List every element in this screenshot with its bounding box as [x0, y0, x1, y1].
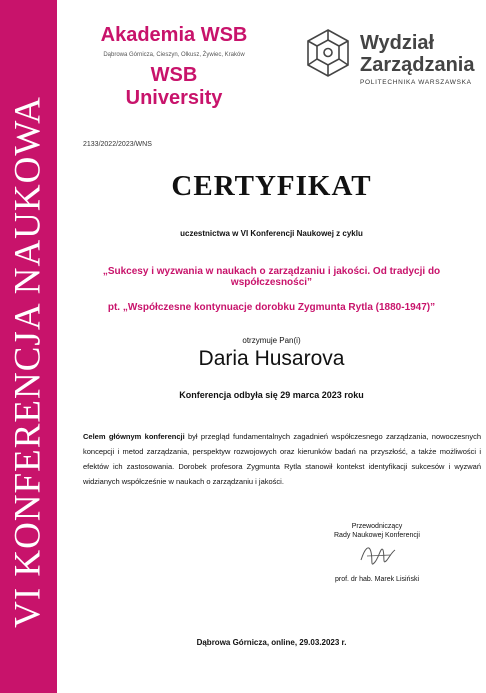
wz-name-line1: Wydział — [360, 32, 435, 54]
conference-subtopic: pt. „Współczesne kontynuacje dorobku Zygmunta Rytla (1880-1947)” — [107, 302, 436, 313]
place-date: Dąbrowa Górnicza, online, 29.03.2023 r. — [196, 638, 347, 647]
conference-date: Konferencja odbyła się 29 marca 2023 roku — [179, 390, 364, 400]
wsb-cities: Dąbrowa Górnicza, Cieszyn, Olkusz, Żywiec, Kraków — [103, 52, 245, 58]
document-number: 2133/2022/2023/WNS — [83, 141, 152, 148]
recipient-name: Daria Husarova — [198, 347, 345, 370]
conference-vertical-title: VI KONFERENCJA NAUKOWA — [7, 96, 49, 628]
sidebar-band — [0, 0, 57, 693]
receives-label: otrzymuje Pan(i) — [242, 336, 301, 345]
handwritten-signature — [357, 538, 399, 572]
wz-name — [360, 32, 474, 76]
conference-topic-line1: „Sukcesy i wyzwania w naukach o zarządzaniu i jakości. Od tradycji do — [102, 266, 441, 277]
certificate-subtitle: uczestnictwa w VI Konferencji Naukowej z cyklu — [180, 229, 363, 238]
signatory-role-line2: Rady Naukowej Konferencji — [334, 532, 420, 539]
wz-university: POLITECHNIKA WARSZAWSKA — [360, 79, 472, 86]
conference-topic — [57, 266, 486, 288]
signatory-role-line1: Przewodniczący — [351, 523, 403, 530]
signatory-name: prof. dr hab. Marek Lisiński — [334, 576, 420, 583]
goal-text: był przegląd fundamentalnych zagadnień współczesnego zarządzania, nowoczesnych koncepcji i metod zarządzania, perspektyw rozwojowych oraz kierunków badań na przyszłość, a także możliwości i efektów ich zastosowania. Dorobek profesora Zygmunta Rytla stanowił kontekst identyfikacji sukcesów i wyzwań widzianych współcześnie w naukach o zarządzaniu i jakości. — [83, 432, 481, 486]
wsb-name: Akademia WSB — [100, 24, 248, 46]
goal-paragraph — [83, 429, 481, 489]
hexagon-emblem-icon — [304, 28, 352, 80]
wz-name-line2: Zarządzania — [360, 54, 475, 76]
goal-heading: Celem głównym konferencji — [83, 432, 185, 441]
wsb-english-name: WSB University — [125, 64, 223, 109]
conference-topic-line2: współczesności” — [230, 277, 313, 288]
certificate-title: CERTYFIKAT — [171, 170, 372, 202]
wsb-logo — [100, 24, 248, 110]
